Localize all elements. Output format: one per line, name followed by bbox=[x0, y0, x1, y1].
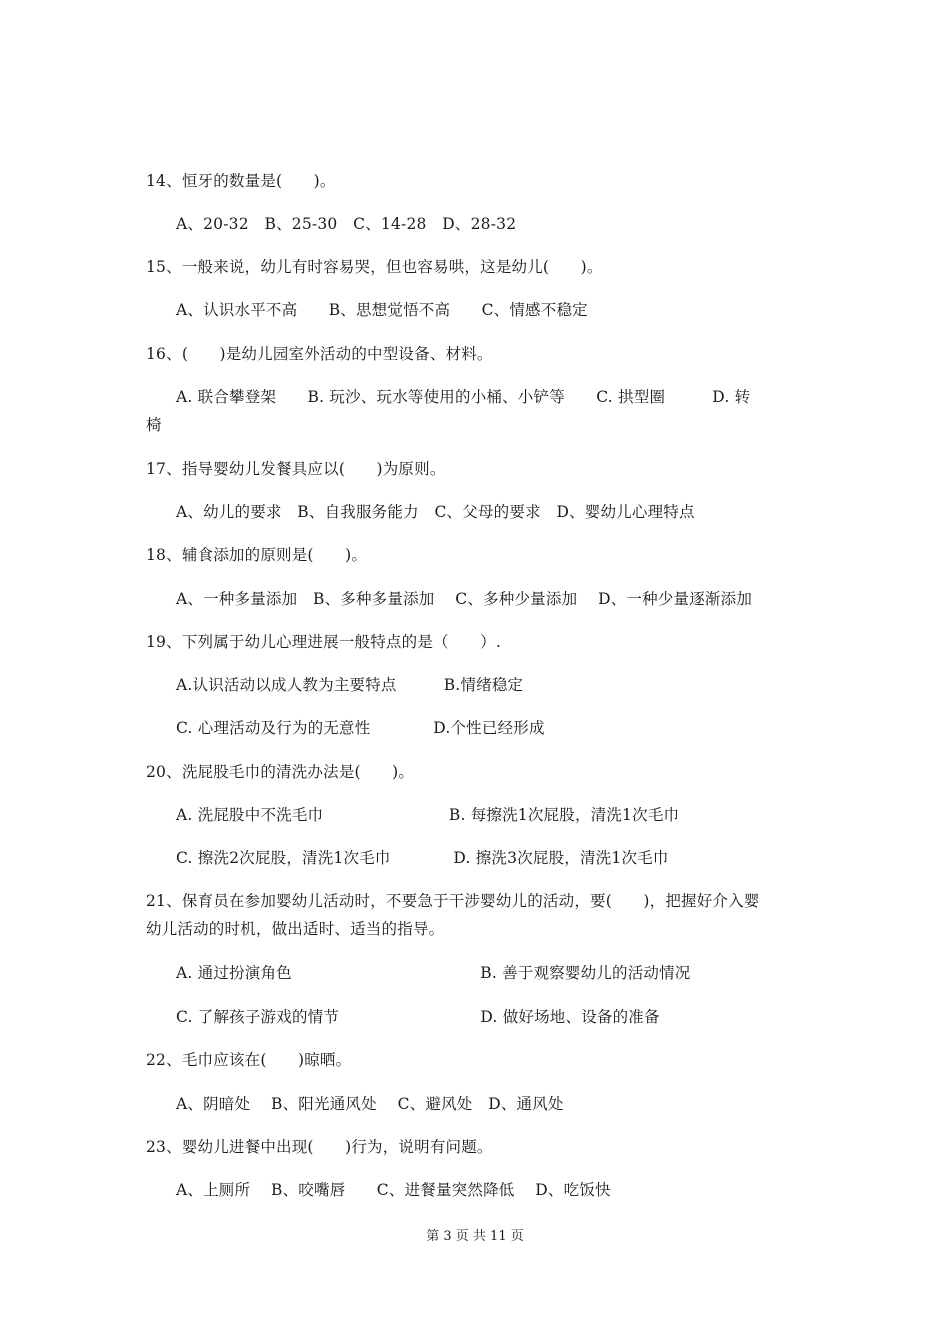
options-19-row1: A.认识活动以成人教为主要特点 B.情绪稳定 bbox=[176, 676, 524, 694]
question-17: 17、指导婴幼儿发餐具应以( )为原则。 bbox=[146, 460, 446, 478]
question-20: 20、洗屁股毛巾的清洗办法是( )。 bbox=[146, 763, 415, 781]
options-19-row2: C. 心理活动及行为的无意性 D.个性已经形成 bbox=[176, 719, 545, 737]
options-15: A、认识水平不高 B、思想觉悟不高 C、情感不稳定 bbox=[176, 301, 588, 319]
question-23: 23、婴幼儿进餐中出现( )行为，说明有问题。 bbox=[146, 1138, 493, 1156]
question-22: 22、毛巾应该在( )晾晒。 bbox=[146, 1051, 352, 1069]
question-21-wrap: 幼儿活动的时机，做出适时、适当的指导。 bbox=[146, 920, 445, 938]
options-21-row1: A. 通过扮演角色 B. 善于观察婴幼儿的活动情况 bbox=[176, 964, 691, 982]
options-17: A、幼儿的要求 B、自我服务能力 C、父母的要求 D、婴幼儿心理特点 bbox=[176, 503, 695, 521]
options-16: A. 联合攀登架 B. 玩沙、玩水等使用的小桶、小铲等 C. 拱型圈 D. 转 bbox=[176, 388, 751, 406]
question-15: 15、一般来说，幼儿有时容易哭，但也容易哄，这是幼儿( )。 bbox=[146, 258, 603, 276]
question-14: 14、恒牙的数量是( )。 bbox=[146, 172, 336, 190]
options-18: A、一种多量添加 B、多种多量添加 C、多种少量添加 D、一种少量逐渐添加 bbox=[176, 590, 753, 608]
question-19: 19、下列属于幼儿心理进展一般特点的是（ ）. bbox=[146, 633, 501, 651]
options-21-row2: C. 了解孩子游戏的情节 D. 做好场地、设备的准备 bbox=[176, 1008, 660, 1026]
question-16: 16、( )是幼儿园室外活动的中型设备、材料。 bbox=[146, 345, 493, 363]
options-14: A、20-32 B、25-30 C、14-28 D、28-32 bbox=[176, 215, 517, 233]
question-18: 18、辅食添加的原则是( )。 bbox=[146, 546, 368, 564]
options-16-wrap: 椅 bbox=[146, 416, 162, 434]
options-23: A、上厕所 B、咬嘴唇 C、进餐量突然降低 D、吃饭快 bbox=[176, 1181, 611, 1199]
page-number-footer: 第 3 页 共 11 页 bbox=[426, 1229, 524, 1244]
question-21: 21、保育员在参加婴幼儿活动时，不要急于干涉婴幼儿的活动，要( )，把握好介入婴 bbox=[146, 892, 760, 910]
options-22: A、阴暗处 B、阳光通风处 C、避风处 D、通风处 bbox=[176, 1095, 564, 1113]
options-20-row1: A. 洗屁股中不洗毛巾 B. 每擦洗1次屁股，清洗1次毛巾 bbox=[176, 806, 680, 824]
options-20-row2: C. 擦洗2次屁股，清洗1次毛巾 D. 擦洗3次屁股，清洗1次毛巾 bbox=[176, 849, 669, 867]
